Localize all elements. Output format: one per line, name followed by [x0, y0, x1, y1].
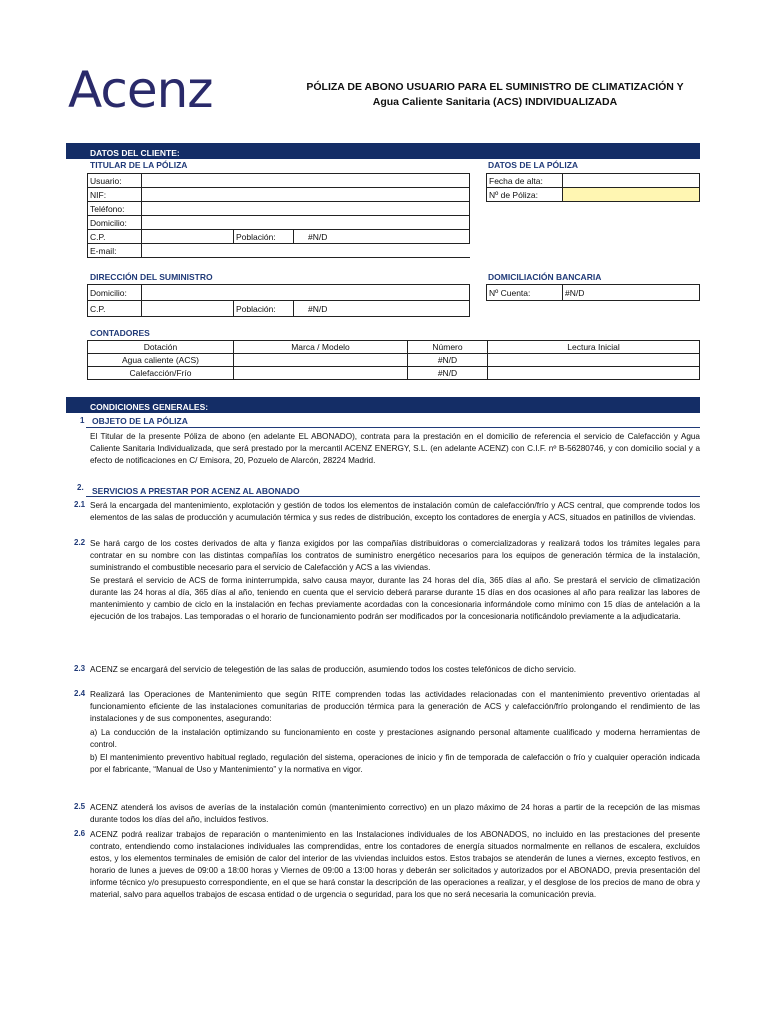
item-text: ACENZ se encargará del servicio de telegestión de las salas de producción, asumiendo todos los costes telefónicos de dicho servicio.: [90, 665, 577, 674]
divider: [86, 427, 700, 428]
telefono-label: Teléfono:: [88, 202, 142, 216]
cuenta-label: Nº Cuenta:: [487, 285, 563, 301]
suministro-domicilio-field[interactable]: [142, 285, 470, 301]
titular-table: [87, 173, 470, 258]
title-line-2: Agua Caliente Sanitaria (ACS) INDIVIDUALIZADA: [372, 96, 618, 108]
cp-field[interactable]: [142, 230, 234, 244]
item-number: 2.1: [74, 500, 86, 509]
suministro-poblacion-label: Población:: [234, 301, 294, 317]
suministro-cp-field[interactable]: [142, 301, 234, 317]
section-number: 1: [80, 416, 85, 425]
nif-label: NIF:: [88, 188, 142, 202]
usuario-field[interactable]: [142, 174, 470, 188]
item-text: Se prestará el servicio de ACS de forma ininterrumpida, salvo causa mayor, durante las 24 horas del día, 365 días al año. Se prestará el servicio de climatización durante las 24 horas al día, 365 días al año, teniendo en cuenta que el servicio deberá pararse durante 15 días en dos ocasiones al año para realizar las labores de mantenimiento y cambio de ciclo en la instalación en fechas previamente acordadas con la concesionaria informándole como mínimo con 15 días de antelación a la ejecución de los trabajos. Las temporadas o el horario de funcionamiento podrán ser modificados por la concesionaria notificándolo previamente a la adjudicataria.: [90, 576, 700, 621]
item-number: 2.3: [74, 664, 86, 673]
item-text: a) La conducción de la instalación optimizando su funcionamiento en coste y prestaciones asignando personal altamente cualificado y moderna herramientas de control.: [90, 728, 700, 749]
contadores-title: CONTADORES: [90, 328, 150, 338]
email-label: E-mail:: [88, 244, 142, 258]
poliza-numero-label: Nº de Póliza:: [487, 188, 563, 202]
domicilio-label: Domicilio:: [88, 216, 142, 230]
email-field[interactable]: [142, 244, 470, 258]
suministro-domicilio-label: Domicilio:: [88, 285, 142, 301]
title-line-1: PÓLIZA DE ABONO USUARIO PARA EL SUMINISTRO DE CLIMATIZACIÓN Y: [306, 81, 684, 93]
divider: [86, 496, 700, 497]
contadores-table: [87, 340, 700, 380]
suministro-title: DIRECCIÓN DEL SUMINISTRO: [90, 272, 213, 282]
contador-dotacion: Calefacción/Frío: [88, 367, 234, 380]
domicilio-field[interactable]: [142, 216, 470, 230]
contador-marca-field[interactable]: [234, 367, 408, 380]
poliza-table: [486, 173, 700, 202]
servicios-title: SERVICIOS A PRESTAR POR ACENZ AL ABONADO: [92, 486, 300, 496]
contador-lectura-field[interactable]: [488, 354, 700, 367]
item-text: Será la encargada del mantenimiento, explotación y gestión de todos los elementos de instalación común de calefacción/frío y ACS central, que comprende todos los elementos de las salas de producción y acumulación térmica y sus redes de distribución, excepto los contadores de energía y ACS, situados en patinillos de viviendas.: [90, 501, 700, 522]
objeto-title: OBJETO DE LA PÓLIZA: [92, 416, 188, 426]
item-number: 2.6: [74, 829, 86, 838]
poblacion-field[interactable]: #N/D: [294, 230, 470, 244]
item-text: b) El mantenimiento preventivo habitual reglado, regulación del sistema, operaciones de inicio y fin de temporada de calefacción o frío y cualquier operación indicada por el fabricante, “Manual de Uso y Mantenimiento” y la normativa en vigor.: [90, 753, 700, 774]
item-number: 2.2: [74, 538, 86, 547]
poliza-title: DATOS DE LA PÓLIZA: [488, 160, 579, 170]
cp-label: C.P.: [88, 230, 142, 244]
table-row: [88, 354, 700, 367]
item-number: 2.5: [74, 802, 86, 811]
item-text: Se hará cargo de los costes derivados de alta y fianza exigidos por las compañías distribuidoras o comercializadoras y realizará todos los trámites legales para contratar en su nombre con las distintas compañías los contratos de suministro energético necesarios para los equipos de generación térmica de la instalación, suministrando el combustible necesario para el servicio de Calefacción y ACS a las viviendas.: [90, 539, 700, 572]
telefono-field[interactable]: [142, 202, 470, 216]
contador-marca-field[interactable]: [234, 354, 408, 367]
contador-dotacion: Agua caliente (ACS): [88, 354, 234, 367]
document-title: [290, 80, 700, 110]
item-text: Realizará las Operaciones de Mantenimiento que según RITE comprenden todas las actividades relacionadas con el mantenimiento preventivo orientadas al funcionamiento eficiente de las instalaciones comunitarias de producción térmica para la generación de ACS y calefacción/frío prolongando el rendimiento de las instalaciones y de sus componentes, asegurando:: [90, 690, 700, 723]
bancaria-table: [486, 284, 700, 301]
nif-field[interactable]: [142, 188, 470, 202]
fecha-alta-field[interactable]: [563, 174, 700, 188]
contador-lectura-field[interactable]: [488, 367, 700, 380]
item-text: ACENZ podrá realizar trabajos de reparación o mantenimiento en las Instalaciones individuales de los ABONADOS, no incluido en las prestaciones del presente contrato, entendiendo como instalaciones individuales las comprendidas, entre los contadores de energía situados normalmente en rellanos de escalera, excluidos estos, y los elementos terminales de emisión de calor del interior de las viviendas incluidos estos. Estos trabajos se atenderán de lunes a viernes, excepto festivos, en horario de lunes a jueves de 09:00 a 18:00 horas y Viernes de 09:00 a 13:00 horas y deberán ser solicitados y autorizados por el ABONADO, previa presentación del informe técnico y/o presupuesto correspondiente, en el que se hará constar la descripción de las operaciones a realizar, y el desglose de los precios de mano de obra y material, salvo para aquellos trabajos de escasa entidad o de urgencia o seguridad, para los que no será necesaria la comunicación previa.: [90, 830, 700, 899]
contador-numero: #N/D: [408, 354, 488, 367]
poliza-numero-field[interactable]: [563, 188, 700, 202]
item-number: 2.4: [74, 689, 86, 698]
suministro-poblacion-field[interactable]: #N/D: [294, 301, 470, 317]
fecha-alta-label: Fecha de alta:: [487, 174, 563, 188]
poblacion-label: Población:: [234, 230, 294, 244]
objeto-text: El Titular de la presente Póliza de abono (en adelante EL ABONADO), contrata para la prestación en el domicilio de referencia el servicio de Calefacción y Agua Caliente Sanitaria Individualizada, que será prestado por la mercantil ACENZ ENERGY, S.L. (en adelante ACENZ) con C.I.F. nº B-56280746, y con domicilio social y a efecto de notificaciones en C/ Emisora, 20, Pozuelo de Alarcón, 28224 Madrid.: [90, 432, 700, 465]
bancaria-title: DOMICILIACIÓN BANCARIA: [488, 272, 602, 282]
table-row: [88, 367, 700, 380]
section-bar-cliente: DATOS DEL CLIENTE:: [66, 143, 700, 159]
usuario-label: Usuario:: [88, 174, 142, 188]
item-text: ACENZ atenderá los avisos de averías de la instalación común (mantenimiento correctivo) en un plazo máximo de 24 horas a partir de la recepción de las mismas durante todos los días del año, incluidos festivos.: [90, 803, 700, 824]
contadores-header: Marca / Modelo: [234, 341, 408, 354]
section-number: 2.: [77, 483, 84, 492]
contadores-header: Lectura Inicial: [488, 341, 700, 354]
section-bar-condiciones: CONDICIONES GENERALES:: [66, 397, 700, 413]
titular-title: TITULAR DE LA PÓLIZA: [90, 160, 188, 170]
cuenta-field[interactable]: #N/D: [563, 285, 700, 301]
suministro-table: [87, 284, 470, 317]
contadores-header: Número: [408, 341, 488, 354]
contador-numero: #N/D: [408, 367, 488, 380]
suministro-cp-label: C.P.: [88, 301, 142, 317]
company-logo: Acenz: [68, 61, 213, 119]
contadores-header: Dotación: [88, 341, 234, 354]
contadores-header-row: [88, 341, 700, 354]
